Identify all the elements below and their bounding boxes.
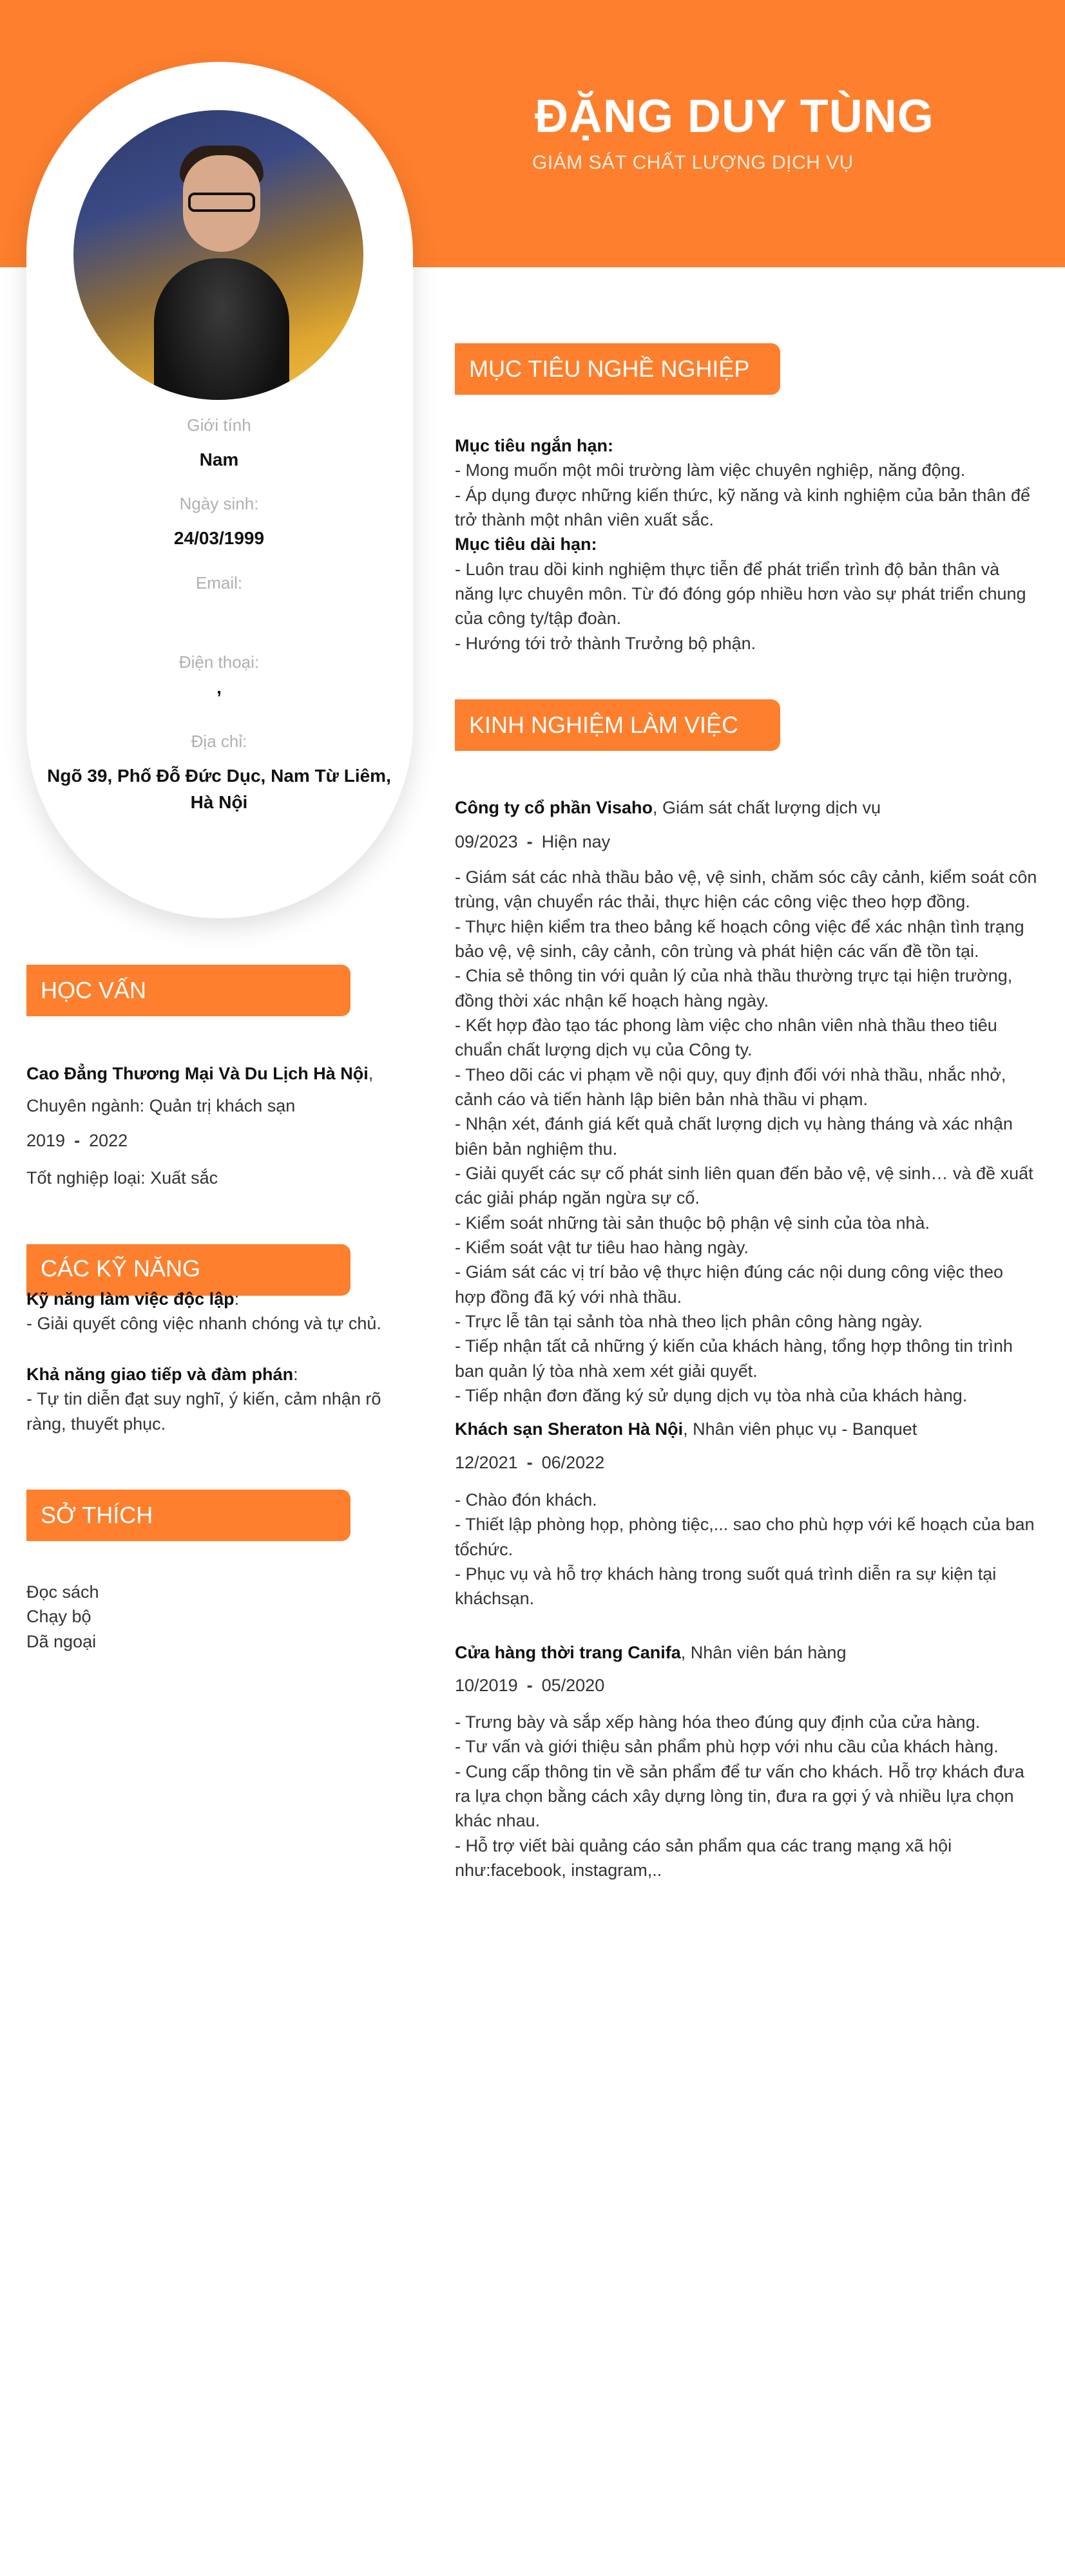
education-end: 2022 (89, 1131, 128, 1150)
job-line: - Giám sát các vị trí bảo vệ thực hiện đúng các nội dung công việc theo hợp đồng đã ký với nhà thầu. (455, 1262, 1004, 1307)
email-label: Email: (195, 573, 243, 592)
education-school: Cao Đẳng Thương Mại Và Du Lịch Hà Nội (26, 1064, 369, 1083)
job-line: - Hỗ trợ viết bài quảng cáo sản phẩm qua các trang mạng xã hội như:facebook, instagram,.. (455, 1835, 952, 1880)
objective-long-title: Mục tiêu dài hạn: (455, 535, 597, 554)
job-line: - Giám sát các nhà thầu bảo vệ, vệ sinh, chăm sóc cây cảnh, kiểm soát côn trùng, vận chuyển rác thải, thực hiện các công việc theo hợp đồng. (455, 867, 1037, 912)
candidate-name: ĐẶNG DUY TÙNG (535, 91, 934, 142)
education-entry (26, 1058, 407, 1122)
objective-line: - Mong muốn một môi trường làm việc chuyên nghiệp, năng động. (455, 460, 966, 480)
objective-line: - Áp dụng được những kiến thức, kỹ năng và kinh nghiệm của bản thân để trở thành một nhân viên xuất sắc. (455, 485, 1030, 529)
skills-heading: CÁC KỸ NĂNG (26, 1244, 350, 1296)
job-3-role: , Nhân viên bán hàng (680, 1643, 847, 1662)
job-line: - Thực hiện kiểm tra theo bảng kế hoạch công việc để xác nhận tình trạng bảo vệ, vệ sinh, cây cảnh, côn trùng và phát hiện các vấn đề tồn tại. (455, 916, 1024, 961)
job-2-dates: 12/2021 - 06/2022 (455, 1453, 605, 1472)
candidate-title: GIÁM SÁT CHẤT LƯỢNG DỊCH VỤ (532, 152, 854, 173)
job-title-line (455, 1417, 917, 1441)
job-3-company: Cửa hàng thời trang Canifa (455, 1643, 681, 1662)
job-line: - Kiểm soát những tài sản thuộc bộ phận vệ sinh của tòa nhà. (455, 1213, 930, 1233)
job-line: - Kiểm soát vật tư tiêu hao hàng ngày. (455, 1237, 749, 1257)
experience-heading: KINH NGHIỆM LÀM VIỆC (455, 699, 780, 751)
job-3-start: 10/2019 (455, 1676, 518, 1695)
skill-1-desc: - Giải quyết công việc nhanh chóng và tự chủ. (26, 1314, 381, 1334)
objective-short-title: Mục tiêu ngắn hạn: (455, 436, 613, 455)
job-title-line (455, 1640, 846, 1665)
job-1-dates: 09/2023 - Hiện nay (455, 832, 611, 851)
hobby-item: Dã ngoại (26, 1631, 97, 1651)
dob-value: 24/03/1999 (173, 528, 265, 548)
education-heading: HỌC VẤN (26, 965, 350, 1016)
dob-block (39, 494, 399, 552)
job-1-role: , Giám sát chất lượng dịch vụ (653, 798, 881, 817)
job-line: - Cung cấp thông tin về sản phẩm để tư vấn cho khách. Hỗ trợ khách đưa ra lựa chọn bằng cách xây dựng lòng tin, đưa ra gợi ý và nhiều lựa chọn khác nhau. (455, 1761, 1024, 1831)
skill-item: Kỹ năng làm việc độc lập: - Giải quyết công việc nhanh chóng và tự chủ. (26, 1287, 413, 1336)
phone-value: , (216, 677, 222, 697)
skill-item: Khả năng giao tiếp và đàm phán: - Tự tin diễn đạt suy nghĩ, ý kiến, cảm nhận rõ ràng, thuyết phục. (26, 1362, 413, 1436)
job-1-start: 09/2023 (455, 832, 518, 851)
objective-line: - Hướng tới trở thành Trưởng bộ phận. (455, 633, 756, 653)
job-line: - Tư vấn và giới thiệu sản phẩm phù hợp với nhu cầu của khách hàng. (455, 1737, 999, 1757)
hobbies-list (26, 1580, 99, 1654)
job-line: - Trưng bày và sắp xếp hàng hóa theo đúng quy định của cửa hàng. (455, 1712, 981, 1732)
education-dates: 2019 - 2022 (26, 1131, 128, 1150)
skill-1-title: Kỹ năng làm việc độc lập (26, 1289, 235, 1309)
address-label: Địa chỉ: (191, 732, 247, 751)
gender-label: Giới tính (187, 415, 251, 435)
job-2-end: 06/2022 (541, 1453, 605, 1472)
job-3-description (455, 1710, 1037, 1882)
phone-label: Điện thoại: (178, 652, 260, 672)
objective-body (455, 433, 1037, 656)
objective-heading: MỤC TIÊU NGHỀ NGHIỆP (455, 343, 780, 395)
job-line: - Trực lễ tân tại sảnh tòa nhà theo lịch phân công hàng ngày. (455, 1311, 923, 1331)
education-grade: Tốt nghiệp loại: Xuất sắc (26, 1168, 218, 1188)
job-2-start: 12/2021 (455, 1453, 518, 1472)
address-value: Ngõ 39, Phố Đỗ Đức Dục, Nam Từ Liêm, Hà Nội (47, 766, 391, 812)
hobby-item: Đọc sách (26, 1582, 99, 1602)
education-start: 2019 (26, 1131, 66, 1150)
phone-block (39, 652, 399, 701)
job-3-end: 05/2020 (541, 1676, 605, 1695)
job-line: - Kết hợp đào tạo tác phong làm việc cho nhân viên nhà thầu theo tiêu chuẩn chất lượng dịch vụ của Công ty. (455, 1015, 997, 1060)
skill-2-desc: - Tự tin diễn đạt suy nghĩ, ý kiến, cảm nhận rõ ràng, thuyết phục. (26, 1389, 381, 1434)
gender-value: Nam (199, 450, 239, 469)
job-line: - Chia sẻ thông tin với quản lý của nhà thầu thường trực tại hiện trường, đồng thời xác nhận kế hoạch hàng ngày. (455, 966, 1013, 1010)
dob-label: Ngày sinh: (179, 494, 259, 513)
job-line: - Tiếp nhận đơn đăng ký sử dụng dịch vụ tòa nhà của khách hàng. (455, 1385, 968, 1405)
address-block (39, 732, 399, 815)
job-line: - Theo dõi các vi phạm về nội quy, quy định đối với nhà thầu, nhắc nhở, cảnh cáo và tiến hành lập biên bản nhà thầu vi phạm. (455, 1065, 1006, 1109)
job-1-description (455, 865, 1037, 1408)
job-line: - Chào đón khách. (455, 1490, 597, 1510)
education-major: , Chuyên ngành: Quản trị khách sạn (26, 1064, 374, 1115)
job-title-line (455, 795, 881, 820)
gender-block (39, 415, 399, 473)
job-line: - Tiếp nhận tất cả những ý kiến của khách hàng, tổng hợp thông tin trình ban quản lý tòa nhà xem xét giải quyết. (455, 1336, 1013, 1381)
job-2-company: Khách sạn Sheraton Hà Nội (455, 1419, 684, 1439)
job-2-description (455, 1488, 1037, 1611)
avatar (73, 110, 363, 400)
job-line: - Nhận xét, đánh giá kết quả chất lượng dịch vụ hàng tháng và xác nhận biên bản nghiệm thu. (455, 1114, 1013, 1159)
objective-line: - Luôn trau dồi kinh nghiệm thực tiễn để phát triển trình độ bản thân và năng lực chuyên môn. Từ đó đóng góp nhiều hơn vào sự phát triển chung của công ty/tập đoàn. (455, 559, 1026, 629)
job-1-end: Hiện nay (541, 832, 611, 851)
hobbies-heading: SỞ THÍCH (26, 1490, 350, 1541)
job-line: - Phục vụ và hỗ trợ khách hàng trong suốt quá trình diễn ra sự kiện tại kháchsạn. (455, 1564, 997, 1609)
skill-2-title: Khả năng giao tiếp và đàm phán (26, 1365, 294, 1384)
job-line: - Thiết lập phòng họp, phòng tiệc,... sao cho phù hợp với kế hoạch của ban tổchức. (455, 1515, 1035, 1559)
hobby-item: Chạy bộ (26, 1607, 91, 1627)
email-block (39, 573, 399, 605)
job-2-role: , Nhân viên phục vụ - Banquet (683, 1419, 917, 1439)
job-3-dates: 10/2019 - 05/2020 (455, 1676, 605, 1695)
job-1-company: Công ty cổ phần Visaho (455, 798, 653, 817)
job-line: - Giải quyết các sự cố phát sinh liên quan đến bảo vệ, vệ sinh… và đề xuất các giải pháp ngăn ngừa sự cố. (455, 1163, 1033, 1208)
